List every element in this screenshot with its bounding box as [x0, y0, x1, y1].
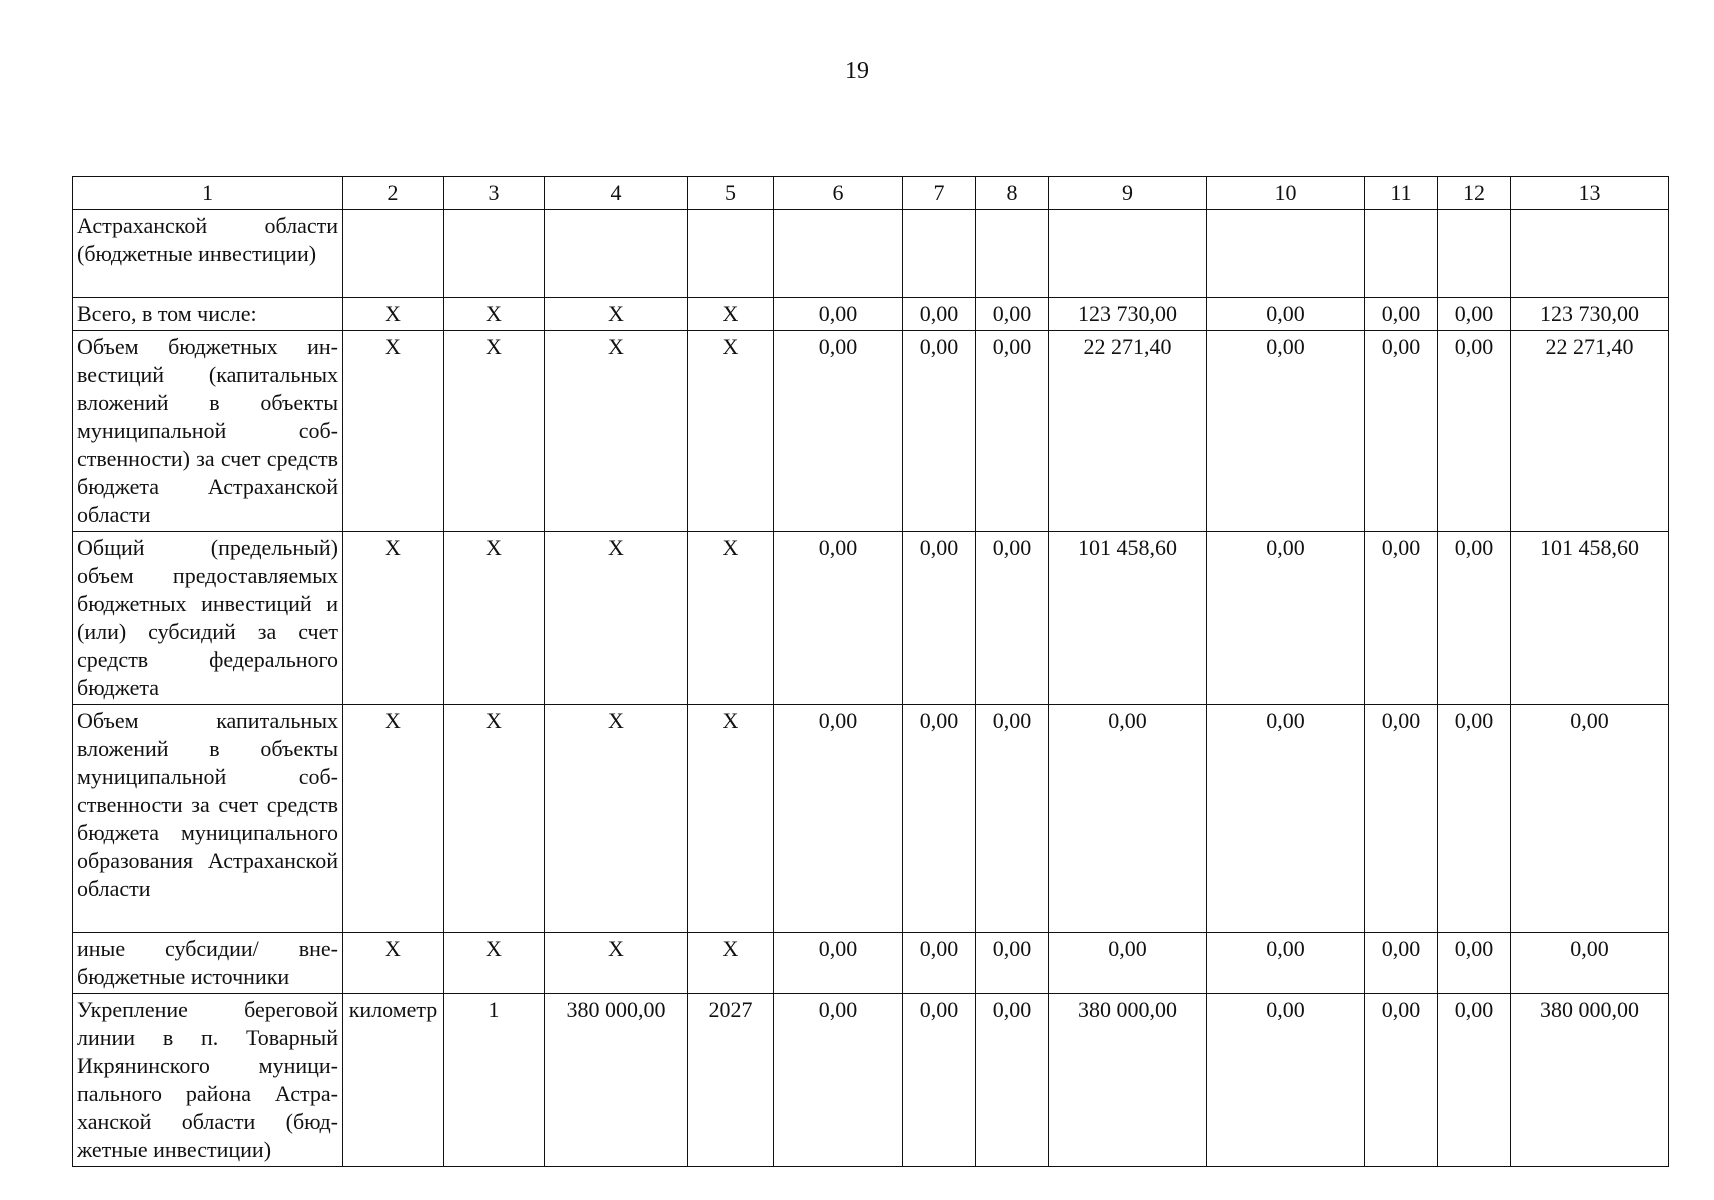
- table-row: [73, 298, 1669, 331]
- row-description: Объем бюджетных инвестиций (капитальных вложений в объекты муниципальной собственности) за счет средств бюджета Астраханской области: [73, 331, 343, 532]
- table-cell: 0,00: [1365, 933, 1438, 994]
- table-cell: 0,00: [1049, 933, 1207, 994]
- table-cell: 0,00: [1207, 933, 1365, 994]
- table-cell: 22 271,40: [1511, 331, 1669, 532]
- table-cell: [688, 210, 774, 298]
- table-cell: 0,00: [1365, 705, 1438, 933]
- table-cell: 0,00: [903, 532, 976, 705]
- column-number: 2: [343, 177, 444, 210]
- column-number: 3: [444, 177, 545, 210]
- table-cell: 0,00: [903, 705, 976, 933]
- row-description: Общий (предельный) объем предоставляемых бюджетных инвестиций и (или) субсидий за счет средств федерального бюджета: [73, 532, 343, 705]
- table-cell: X: [545, 705, 688, 933]
- budget-table: [72, 176, 1669, 1167]
- table-cell: X: [444, 933, 545, 994]
- table-cell: 0,00: [774, 331, 903, 532]
- table-cell: 380 000,00: [545, 994, 688, 1167]
- table-cell: 22 271,40: [1049, 331, 1207, 532]
- table-cell: 0,00: [1438, 532, 1511, 705]
- table-cell: [343, 210, 444, 298]
- table-cell: X: [444, 331, 545, 532]
- table-row: [73, 705, 1669, 933]
- column-number: 5: [688, 177, 774, 210]
- table-cell: 0,00: [1365, 331, 1438, 532]
- table-cell: X: [688, 298, 774, 331]
- table-cell: [1049, 210, 1207, 298]
- table-cell: 2027: [688, 994, 774, 1167]
- column-number: 12: [1438, 177, 1511, 210]
- table-cell: [545, 210, 688, 298]
- table-cell: 380 000,00: [1049, 994, 1207, 1167]
- row-description: Всего, в том числе:: [73, 298, 343, 331]
- column-number: 13: [1511, 177, 1669, 210]
- table-cell: 0,00: [976, 532, 1049, 705]
- table-cell: 0,00: [976, 994, 1049, 1167]
- table-cell: 0,00: [976, 705, 1049, 933]
- table-cell: 0,00: [976, 298, 1049, 331]
- table-cell: X: [444, 532, 545, 705]
- table-cell: 0,00: [1365, 532, 1438, 705]
- column-number: 1: [73, 177, 343, 210]
- table-cell: [444, 210, 545, 298]
- table-cell: 0,00: [1049, 705, 1207, 933]
- table-cell: 0,00: [1511, 933, 1669, 994]
- table-cell: 0,00: [903, 331, 976, 532]
- table-cell: X: [688, 532, 774, 705]
- table-cell: 0,00: [1207, 331, 1365, 532]
- page-number: 19: [845, 58, 869, 84]
- table-cell: X: [545, 933, 688, 994]
- table-cell: X: [688, 331, 774, 532]
- table-cell: [903, 210, 976, 298]
- table-cell: 101 458,60: [1049, 532, 1207, 705]
- row-description: Астраханской области (бюджетные инвестиции): [73, 210, 343, 298]
- table-cell: 0,00: [976, 933, 1049, 994]
- table-cell: 0,00: [1438, 298, 1511, 331]
- table-cell: X: [343, 331, 444, 532]
- table-cell: [1511, 210, 1669, 298]
- table-cell: X: [688, 933, 774, 994]
- column-number: 6: [774, 177, 903, 210]
- table-cell: [1365, 210, 1438, 298]
- table-row: [73, 532, 1669, 705]
- table-cell: X: [343, 705, 444, 933]
- table-cell: 0,00: [1438, 705, 1511, 933]
- table-cell: 0,00: [774, 298, 903, 331]
- table-cell: X: [343, 298, 444, 331]
- table-cell: 0,00: [1207, 532, 1365, 705]
- table-cell: 0,00: [1438, 933, 1511, 994]
- table-cell: 0,00: [774, 994, 903, 1167]
- table-cell: 0,00: [1207, 994, 1365, 1167]
- column-number: 7: [903, 177, 976, 210]
- table-cell: 0,00: [903, 994, 976, 1167]
- table-cell: километр: [343, 994, 444, 1167]
- table-cell: [774, 210, 903, 298]
- table-cell: 0,00: [1438, 994, 1511, 1167]
- table-cell: X: [343, 933, 444, 994]
- table-cell: X: [444, 705, 545, 933]
- column-number-row: [73, 177, 1669, 210]
- column-number: 10: [1207, 177, 1365, 210]
- table-cell: X: [343, 532, 444, 705]
- row-description: Объем капитальных вложений в объекты муниципальной собственности за счет средств бюджета муниципального образования Астраханской области: [73, 705, 343, 933]
- table-row: [73, 933, 1669, 994]
- table-cell: 101 458,60: [1511, 532, 1669, 705]
- table-cell: 123 730,00: [1511, 298, 1669, 331]
- table-cell: 123 730,00: [1049, 298, 1207, 331]
- column-number: 8: [976, 177, 1049, 210]
- table-cell: 0,00: [903, 298, 976, 331]
- table-row: [73, 210, 1669, 298]
- table-cell: X: [545, 532, 688, 705]
- table-cell: X: [688, 705, 774, 933]
- table-cell: X: [444, 298, 545, 331]
- row-description: Укрепление береговой линии в п. Товарный Икрянинского муниципального района Астраханской области (бюджетные инвестиции): [73, 994, 343, 1167]
- table-cell: 380 000,00: [1511, 994, 1669, 1167]
- table-cell: [976, 210, 1049, 298]
- table-cell: X: [545, 298, 688, 331]
- table-cell: 0,00: [774, 933, 903, 994]
- table-cell: [1438, 210, 1511, 298]
- table-cell: 0,00: [1207, 705, 1365, 933]
- table-cell: X: [545, 331, 688, 532]
- table-cell: 0,00: [903, 933, 976, 994]
- table-cell: 0,00: [774, 532, 903, 705]
- table-cell: [1207, 210, 1365, 298]
- table-cell: 0,00: [1365, 298, 1438, 331]
- table-row: [73, 994, 1669, 1167]
- table-cell: 0,00: [1438, 331, 1511, 532]
- table-cell: 0,00: [1207, 298, 1365, 331]
- column-number: 4: [545, 177, 688, 210]
- table-cell: 0,00: [1365, 994, 1438, 1167]
- table-cell: 0,00: [774, 705, 903, 933]
- table-cell: 0,00: [1511, 705, 1669, 933]
- table-row: [73, 331, 1669, 532]
- column-number: 11: [1365, 177, 1438, 210]
- table-cell: 0,00: [976, 331, 1049, 532]
- table-cell: 1: [444, 994, 545, 1167]
- row-description: иные субсидии/ внебюджетные источники: [73, 933, 343, 994]
- column-number: 9: [1049, 177, 1207, 210]
